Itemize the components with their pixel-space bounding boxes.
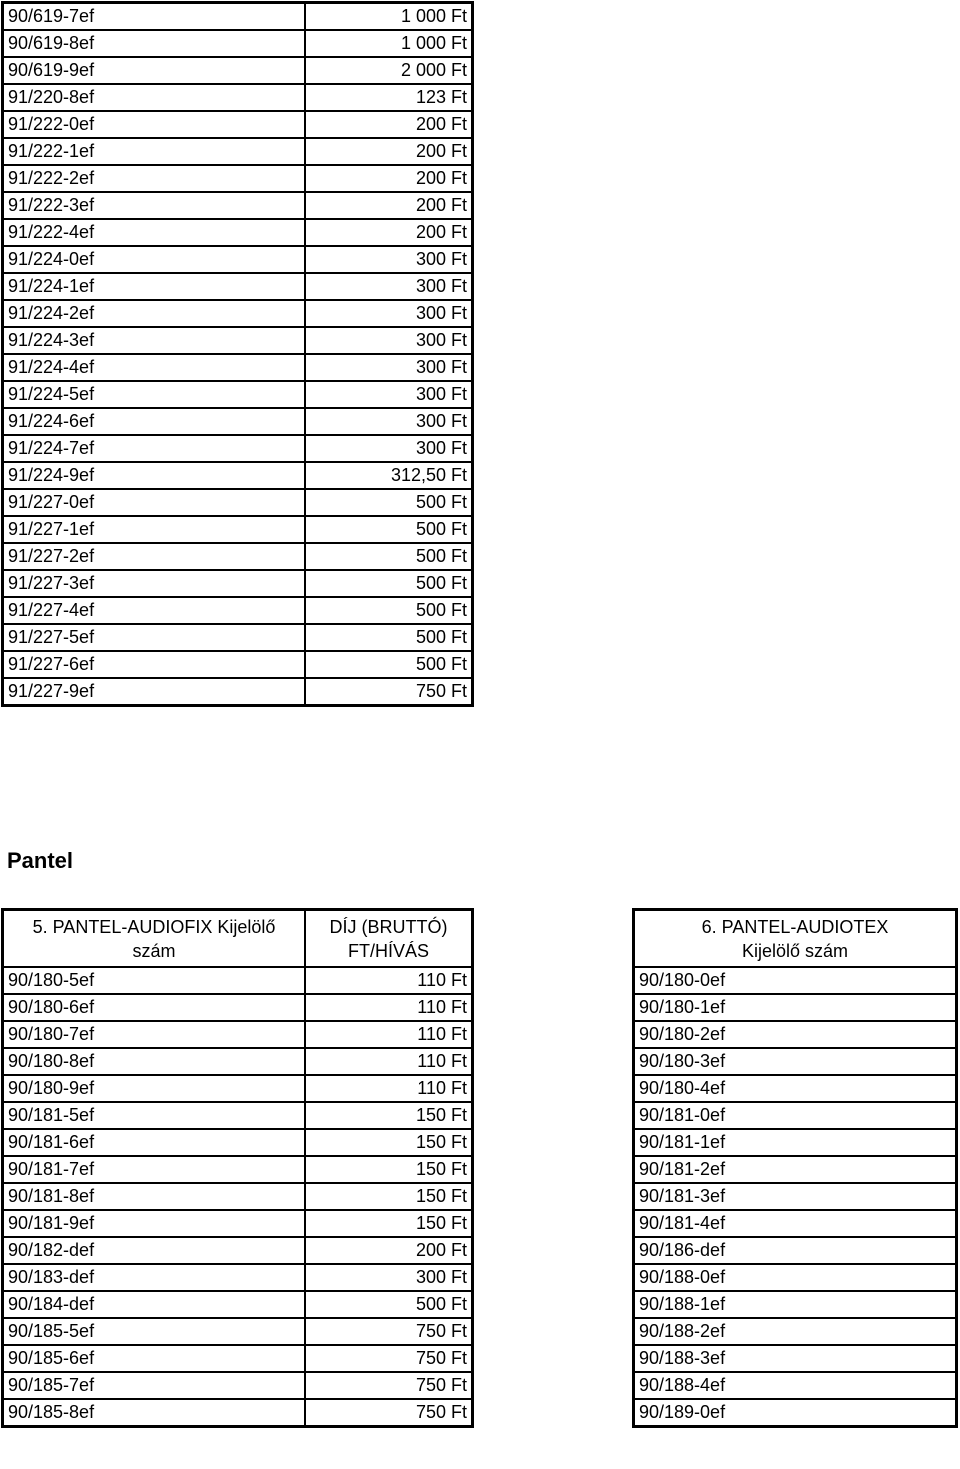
table-row bbox=[634, 967, 957, 994]
table-row bbox=[634, 1048, 957, 1075]
table-row bbox=[634, 1156, 957, 1183]
code-cell: 90/619-7ef bbox=[3, 3, 306, 31]
code-cell: 91/227-1ef bbox=[3, 516, 306, 543]
code-cell: 90/180-1ef bbox=[634, 994, 957, 1021]
table-row bbox=[634, 1264, 957, 1291]
table-row bbox=[3, 1210, 473, 1237]
price-cell: 150 Ft bbox=[305, 1156, 473, 1183]
code-cell: 91/222-2ef bbox=[3, 165, 306, 192]
audiotex-table bbox=[632, 908, 958, 1428]
price-cell: 200 Ft bbox=[305, 138, 473, 165]
code-cell: 90/180-5ef bbox=[3, 967, 306, 994]
price-cell: 110 Ft bbox=[305, 1048, 473, 1075]
price-cell: 750 Ft bbox=[305, 1399, 473, 1427]
code-cell: 91/222-1ef bbox=[3, 138, 306, 165]
code-cell: 90/185-7ef bbox=[3, 1372, 306, 1399]
code-cell: 90/180-6ef bbox=[3, 994, 306, 1021]
table-row bbox=[3, 435, 473, 462]
code-cell: 90/189-0ef bbox=[634, 1399, 957, 1427]
table-row bbox=[3, 1318, 473, 1345]
audiofix-price-header-line2: FT/HÍVÁS bbox=[347, 940, 429, 961]
audiotex-code-header-line1: 6. PANTEL-AUDIOTEX bbox=[701, 916, 889, 937]
price-cell: 300 Ft bbox=[305, 300, 473, 327]
price-cell: 500 Ft bbox=[305, 516, 473, 543]
code-cell: 90/181-6ef bbox=[3, 1129, 306, 1156]
price-cell: 750 Ft bbox=[305, 1345, 473, 1372]
price-cell: 300 Ft bbox=[305, 327, 473, 354]
code-cell: 91/224-4ef bbox=[3, 354, 306, 381]
price-cell: 150 Ft bbox=[305, 1183, 473, 1210]
code-cell: 91/224-6ef bbox=[3, 408, 306, 435]
price-cell: 750 Ft bbox=[305, 1318, 473, 1345]
price-cell: 123 Ft bbox=[305, 84, 473, 111]
price-cell: 1 000 Ft bbox=[305, 30, 473, 57]
price-cell: 110 Ft bbox=[305, 967, 473, 994]
code-cell: 90/180-2ef bbox=[634, 1021, 957, 1048]
table-row bbox=[3, 84, 473, 111]
table-row bbox=[3, 1156, 473, 1183]
table-row bbox=[3, 192, 473, 219]
code-cell: 91/227-3ef bbox=[3, 570, 306, 597]
code-cell: 90/188-0ef bbox=[634, 1264, 957, 1291]
table-row bbox=[3, 1264, 473, 1291]
price-cell: 110 Ft bbox=[305, 994, 473, 1021]
table-row bbox=[3, 219, 473, 246]
price-table-top-body bbox=[3, 3, 473, 706]
price-cell: 300 Ft bbox=[305, 435, 473, 462]
table-row bbox=[634, 1399, 957, 1427]
code-cell: 90/181-3ef bbox=[634, 1183, 957, 1210]
table-row bbox=[634, 1210, 957, 1237]
price-cell: 110 Ft bbox=[305, 1021, 473, 1048]
table-row bbox=[634, 1021, 957, 1048]
table-row bbox=[3, 408, 473, 435]
table-row bbox=[3, 246, 473, 273]
price-cell: 500 Ft bbox=[305, 489, 473, 516]
price-cell: 500 Ft bbox=[305, 624, 473, 651]
audiofix-table bbox=[1, 908, 474, 1428]
audiofix-price-header-line1: DÍJ (BRUTTÓ) bbox=[329, 916, 448, 937]
table-row bbox=[3, 300, 473, 327]
table-row bbox=[3, 624, 473, 651]
table-row bbox=[3, 651, 473, 678]
table-row bbox=[634, 1102, 957, 1129]
price-cell: 500 Ft bbox=[305, 570, 473, 597]
code-cell: 90/180-0ef bbox=[634, 967, 957, 994]
price-cell: 110 Ft bbox=[305, 1075, 473, 1102]
code-cell: 91/224-1ef bbox=[3, 273, 306, 300]
table-row bbox=[634, 1183, 957, 1210]
code-cell: 90/183-def bbox=[3, 1264, 306, 1291]
code-cell: 91/222-0ef bbox=[3, 111, 306, 138]
price-cell: 150 Ft bbox=[305, 1102, 473, 1129]
audiotex-table-body bbox=[634, 967, 957, 1427]
code-cell: 91/224-2ef bbox=[3, 300, 306, 327]
code-cell: 91/224-5ef bbox=[3, 381, 306, 408]
table-row bbox=[634, 1129, 957, 1156]
code-cell: 90/181-8ef bbox=[3, 1183, 306, 1210]
table-row bbox=[3, 57, 473, 84]
code-cell: 90/184-def bbox=[3, 1291, 306, 1318]
code-cell: 91/224-0ef bbox=[3, 246, 306, 273]
code-cell: 90/188-3ef bbox=[634, 1345, 957, 1372]
price-cell: 300 Ft bbox=[305, 273, 473, 300]
code-cell: 90/186-def bbox=[634, 1237, 957, 1264]
code-cell: 91/227-5ef bbox=[3, 624, 306, 651]
table-row bbox=[3, 327, 473, 354]
audiotex-header-row bbox=[634, 910, 957, 968]
price-cell: 200 Ft bbox=[305, 219, 473, 246]
table-row bbox=[634, 1291, 957, 1318]
code-cell: 91/227-9ef bbox=[3, 678, 306, 706]
table-row bbox=[3, 1102, 473, 1129]
code-cell: 91/224-3ef bbox=[3, 327, 306, 354]
code-cell: 91/227-2ef bbox=[3, 543, 306, 570]
table-row bbox=[3, 994, 473, 1021]
table-row bbox=[3, 1048, 473, 1075]
audiofix-code-header-line2: szám bbox=[132, 940, 176, 961]
audiotex-code-header bbox=[634, 910, 957, 968]
code-cell: 90/180-4ef bbox=[634, 1075, 957, 1102]
price-cell: 300 Ft bbox=[305, 381, 473, 408]
price-cell: 300 Ft bbox=[305, 354, 473, 381]
price-cell: 1 000 Ft bbox=[305, 3, 473, 31]
table-row bbox=[3, 516, 473, 543]
table-row bbox=[3, 30, 473, 57]
code-cell: 90/182-def bbox=[3, 1237, 306, 1264]
price-cell: 500 Ft bbox=[305, 543, 473, 570]
table-row bbox=[3, 354, 473, 381]
code-cell: 90/181-9ef bbox=[3, 1210, 306, 1237]
table-row bbox=[3, 381, 473, 408]
price-cell: 300 Ft bbox=[305, 1264, 473, 1291]
code-cell: 91/220-8ef bbox=[3, 84, 306, 111]
table-row bbox=[3, 1291, 473, 1318]
table-row bbox=[634, 1237, 957, 1264]
code-cell: 91/227-6ef bbox=[3, 651, 306, 678]
audiofix-header-row bbox=[3, 910, 473, 968]
price-cell: 150 Ft bbox=[305, 1129, 473, 1156]
section-title: Pantel bbox=[7, 848, 74, 873]
table-row bbox=[634, 994, 957, 1021]
table-row bbox=[3, 3, 473, 31]
table-row bbox=[3, 1075, 473, 1102]
price-cell: 312,50 Ft bbox=[305, 462, 473, 489]
price-cell: 750 Ft bbox=[305, 1372, 473, 1399]
code-cell: 90/619-9ef bbox=[3, 57, 306, 84]
table-row bbox=[3, 570, 473, 597]
table-row bbox=[3, 111, 473, 138]
code-cell: 90/181-1ef bbox=[634, 1129, 957, 1156]
price-table-top bbox=[1, 1, 474, 707]
code-cell: 90/185-6ef bbox=[3, 1345, 306, 1372]
table-row bbox=[3, 1129, 473, 1156]
audiofix-table-body bbox=[3, 967, 473, 1427]
audiofix-code-header-line1: 5. PANTEL-AUDIOFIX Kijelölő bbox=[32, 916, 276, 937]
price-cell: 750 Ft bbox=[305, 678, 473, 706]
code-cell: 90/619-8ef bbox=[3, 30, 306, 57]
price-cell: 300 Ft bbox=[305, 408, 473, 435]
code-cell: 91/224-9ef bbox=[3, 462, 306, 489]
code-cell: 90/181-5ef bbox=[3, 1102, 306, 1129]
table-row bbox=[3, 462, 473, 489]
code-cell: 90/181-4ef bbox=[634, 1210, 957, 1237]
table-row bbox=[634, 1075, 957, 1102]
price-cell: 150 Ft bbox=[305, 1210, 473, 1237]
code-cell: 91/224-7ef bbox=[3, 435, 306, 462]
table-row bbox=[3, 1399, 473, 1427]
table-row bbox=[634, 1372, 957, 1399]
code-cell: 91/222-3ef bbox=[3, 192, 306, 219]
price-cell: 500 Ft bbox=[305, 597, 473, 624]
price-cell: 300 Ft bbox=[305, 246, 473, 273]
code-cell: 90/181-2ef bbox=[634, 1156, 957, 1183]
audiofix-code-header bbox=[3, 910, 306, 968]
price-cell: 200 Ft bbox=[305, 165, 473, 192]
price-cell: 2 000 Ft bbox=[305, 57, 473, 84]
price-cell: 500 Ft bbox=[305, 1291, 473, 1318]
table-row bbox=[634, 1345, 957, 1372]
code-cell: 90/181-7ef bbox=[3, 1156, 306, 1183]
code-cell: 91/227-0ef bbox=[3, 489, 306, 516]
price-cell: 500 Ft bbox=[305, 651, 473, 678]
table-row bbox=[3, 597, 473, 624]
code-cell: 90/185-8ef bbox=[3, 1399, 306, 1427]
code-cell: 91/227-4ef bbox=[3, 597, 306, 624]
code-cell: 90/185-5ef bbox=[3, 1318, 306, 1345]
code-cell: 90/188-4ef bbox=[634, 1372, 957, 1399]
code-cell: 90/188-1ef bbox=[634, 1291, 957, 1318]
table-row bbox=[3, 1372, 473, 1399]
table-row bbox=[3, 678, 473, 706]
code-cell: 90/180-7ef bbox=[3, 1021, 306, 1048]
price-cell: 200 Ft bbox=[305, 1237, 473, 1264]
table-row bbox=[3, 543, 473, 570]
table-row bbox=[3, 1183, 473, 1210]
code-cell: 90/180-3ef bbox=[634, 1048, 957, 1075]
audiofix-price-header bbox=[305, 910, 473, 968]
table-row bbox=[3, 489, 473, 516]
table-row bbox=[3, 1237, 473, 1264]
price-cell: 200 Ft bbox=[305, 111, 473, 138]
code-cell: 90/188-2ef bbox=[634, 1318, 957, 1345]
code-cell: 90/180-9ef bbox=[3, 1075, 306, 1102]
audiotex-code-header-line2: Kijelölő szám bbox=[741, 940, 849, 961]
code-cell: 90/181-0ef bbox=[634, 1102, 957, 1129]
table-row bbox=[3, 273, 473, 300]
table-row bbox=[3, 967, 473, 994]
table-row bbox=[3, 1021, 473, 1048]
code-cell: 91/222-4ef bbox=[3, 219, 306, 246]
code-cell: 90/180-8ef bbox=[3, 1048, 306, 1075]
table-row bbox=[3, 138, 473, 165]
table-row bbox=[634, 1318, 957, 1345]
table-row bbox=[3, 165, 473, 192]
price-cell: 200 Ft bbox=[305, 192, 473, 219]
table-row bbox=[3, 1345, 473, 1372]
